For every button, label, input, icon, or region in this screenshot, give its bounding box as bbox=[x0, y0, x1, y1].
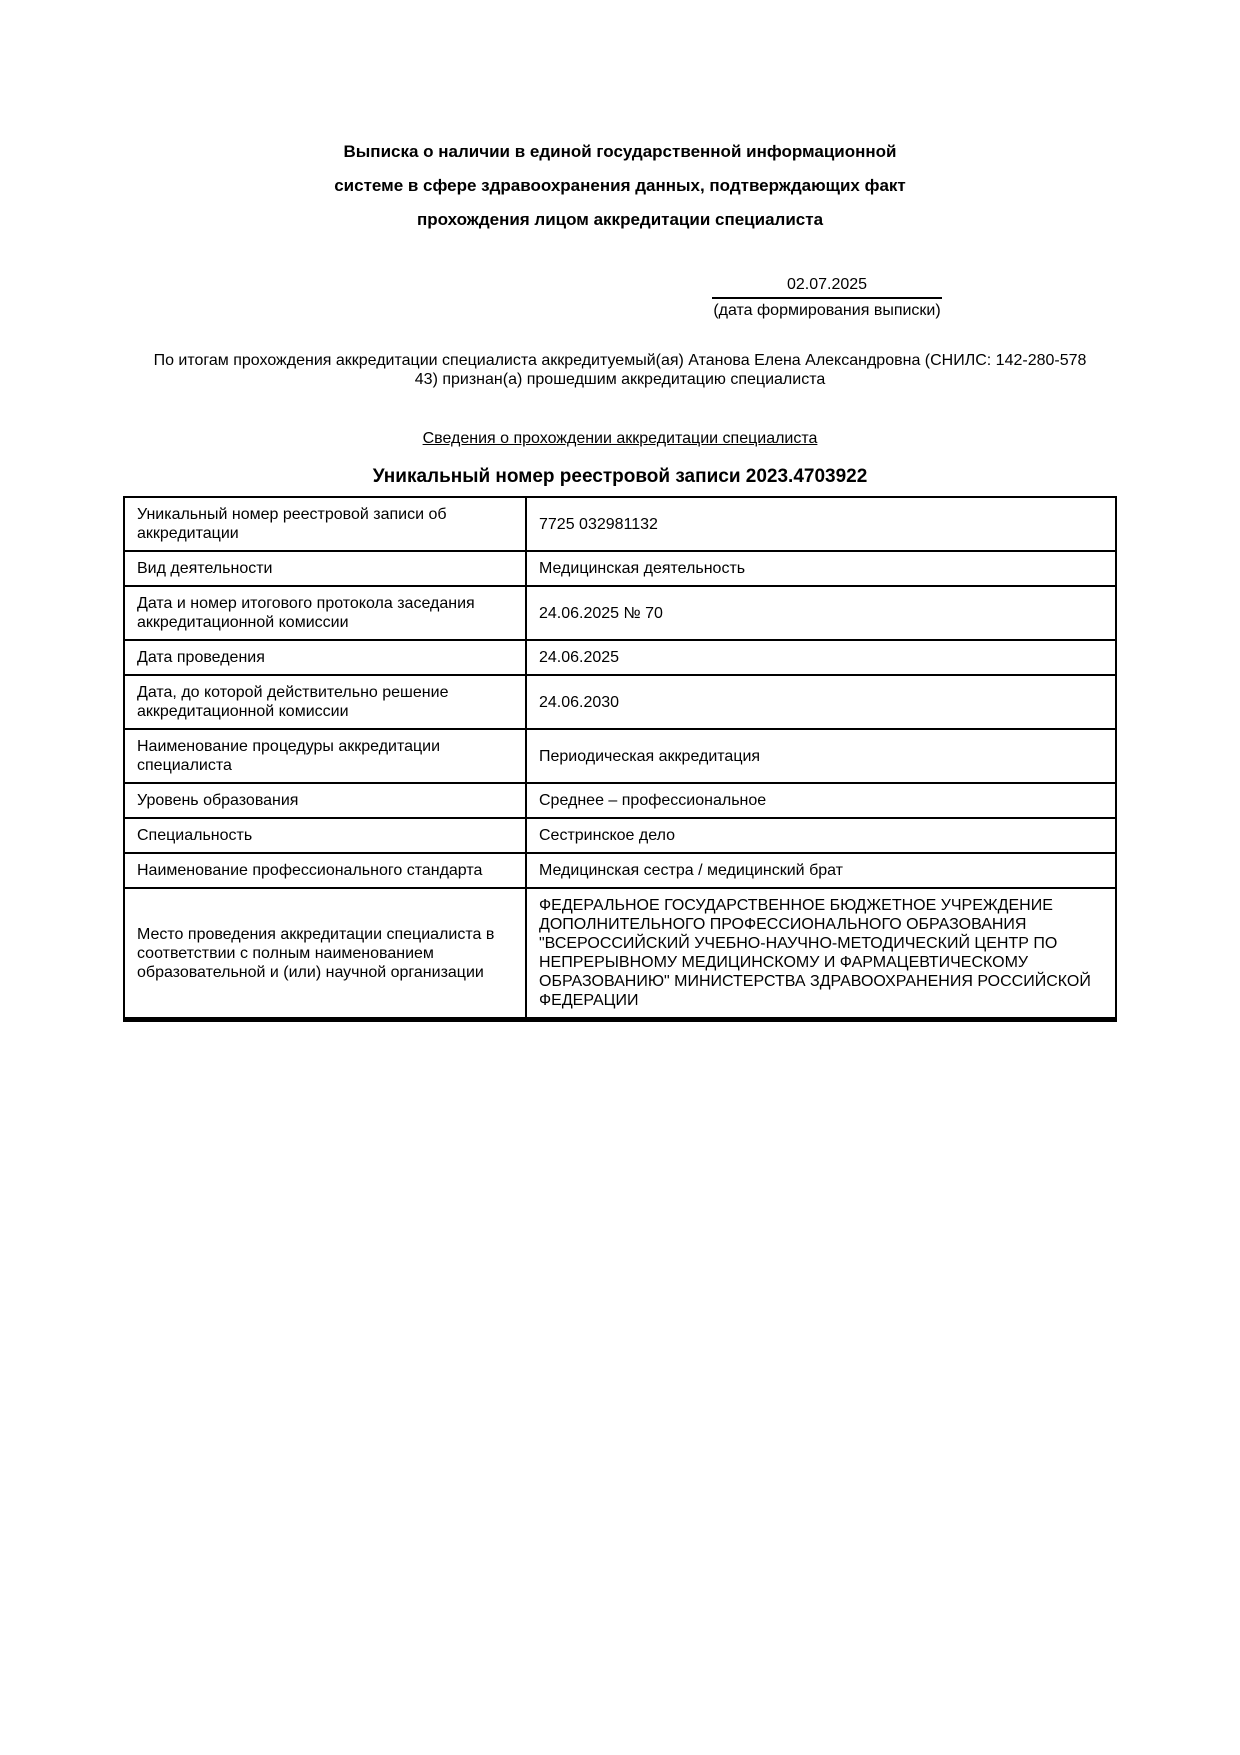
formation-date: 02.07.2025 bbox=[712, 275, 942, 299]
row-value: 7725 032981132 bbox=[526, 497, 1116, 551]
page-title-line-1: Выписка о наличии в единой государственной информационной bbox=[343, 142, 897, 161]
formation-date-caption: (дата формирования выписки) bbox=[713, 302, 941, 319]
page-title-line-3: прохождения лицом аккредитации специалиста bbox=[416, 210, 824, 229]
row-label: Дата и номер итогового протокола заседания аккредитационной комиссии bbox=[124, 586, 526, 640]
row-label: Уровень образования bbox=[124, 783, 526, 818]
table-row bbox=[124, 675, 1116, 729]
row-value: 24.06.2025 № 70 bbox=[526, 586, 1116, 640]
table-row bbox=[124, 888, 1116, 1020]
section-heading: Сведения о прохождении аккредитации специалиста bbox=[422, 430, 818, 447]
formation-date-block bbox=[712, 275, 942, 321]
row-label: Специальность bbox=[124, 818, 526, 853]
page-title bbox=[0, 135, 1240, 237]
row-label: Наименование профессионального стандарта bbox=[124, 853, 526, 888]
registry-number-heading: Уникальный номер реестровой записи 2023.4703922 bbox=[372, 466, 868, 487]
row-value: Медицинская деятельность bbox=[526, 551, 1116, 586]
row-value: 24.06.2030 bbox=[526, 675, 1116, 729]
row-label: Уникальный номер реестровой записи об аккредитации bbox=[124, 497, 526, 551]
table-row bbox=[124, 640, 1116, 675]
accreditation-table-body bbox=[124, 497, 1116, 1020]
table-row bbox=[124, 853, 1116, 888]
row-value: ФЕДЕРАЛЬНОЕ ГОСУДАРСТВЕННОЕ БЮДЖЕТНОЕ УЧРЕЖДЕНИЕ ДОПОЛНИТЕЛЬНОГО ПРОФЕССИОНАЛЬНОГО ОБРАЗОВАНИЯ "ВСЕРОССИЙСКИЙ УЧЕБНО-НАУЧНО-МЕТОДИЧЕСКИЙ ЦЕНТР ПО НЕПРЕРЫВНОМУ МЕДИЦИНСКОМУ И ФАРМАЦЕВТИЧЕСКОМУ ОБРАЗОВАНИЮ" МИНИСТЕРСТВА ЗДРАВООХРАНЕНИЯ РОССИЙСКОЙ ФЕДЕРАЦИИ bbox=[526, 888, 1116, 1020]
row-value: Периодическая аккредитация bbox=[526, 729, 1116, 783]
row-value: 24.06.2025 bbox=[526, 640, 1116, 675]
table-row bbox=[124, 497, 1116, 551]
table-row bbox=[124, 783, 1116, 818]
table-row bbox=[124, 551, 1116, 586]
row-label: Дата проведения bbox=[124, 640, 526, 675]
row-label: Вид деятельности bbox=[124, 551, 526, 586]
intro-line-1: По итогам прохождения аккредитации специалиста аккредитуемый(ая) Атанова Елена Александровна (СНИЛС: 142-280-578 bbox=[153, 352, 1087, 369]
table-row bbox=[124, 729, 1116, 783]
row-value: Медицинская сестра / медицинский брат bbox=[526, 853, 1116, 888]
row-label: Дата, до которой действительно решение аккредитационной комиссии bbox=[124, 675, 526, 729]
row-value: Сестринское дело bbox=[526, 818, 1116, 853]
intro-line-2: 43) признан(а) прошедшим аккредитацию специалиста bbox=[414, 371, 826, 388]
table-row bbox=[124, 818, 1116, 853]
intro-paragraph bbox=[0, 351, 1240, 389]
table-row bbox=[124, 586, 1116, 640]
accreditation-table bbox=[123, 496, 1117, 1022]
row-label: Наименование процедуры аккредитации специалиста bbox=[124, 729, 526, 783]
row-label: Место проведения аккредитации специалиста в соответствии с полным наименованием образовательной и (или) научной организации bbox=[124, 888, 526, 1020]
row-value: Среднее – профессиональное bbox=[526, 783, 1116, 818]
page-title-line-2: системе в сфере здравоохранения данных, подтверждающих факт bbox=[334, 176, 906, 195]
